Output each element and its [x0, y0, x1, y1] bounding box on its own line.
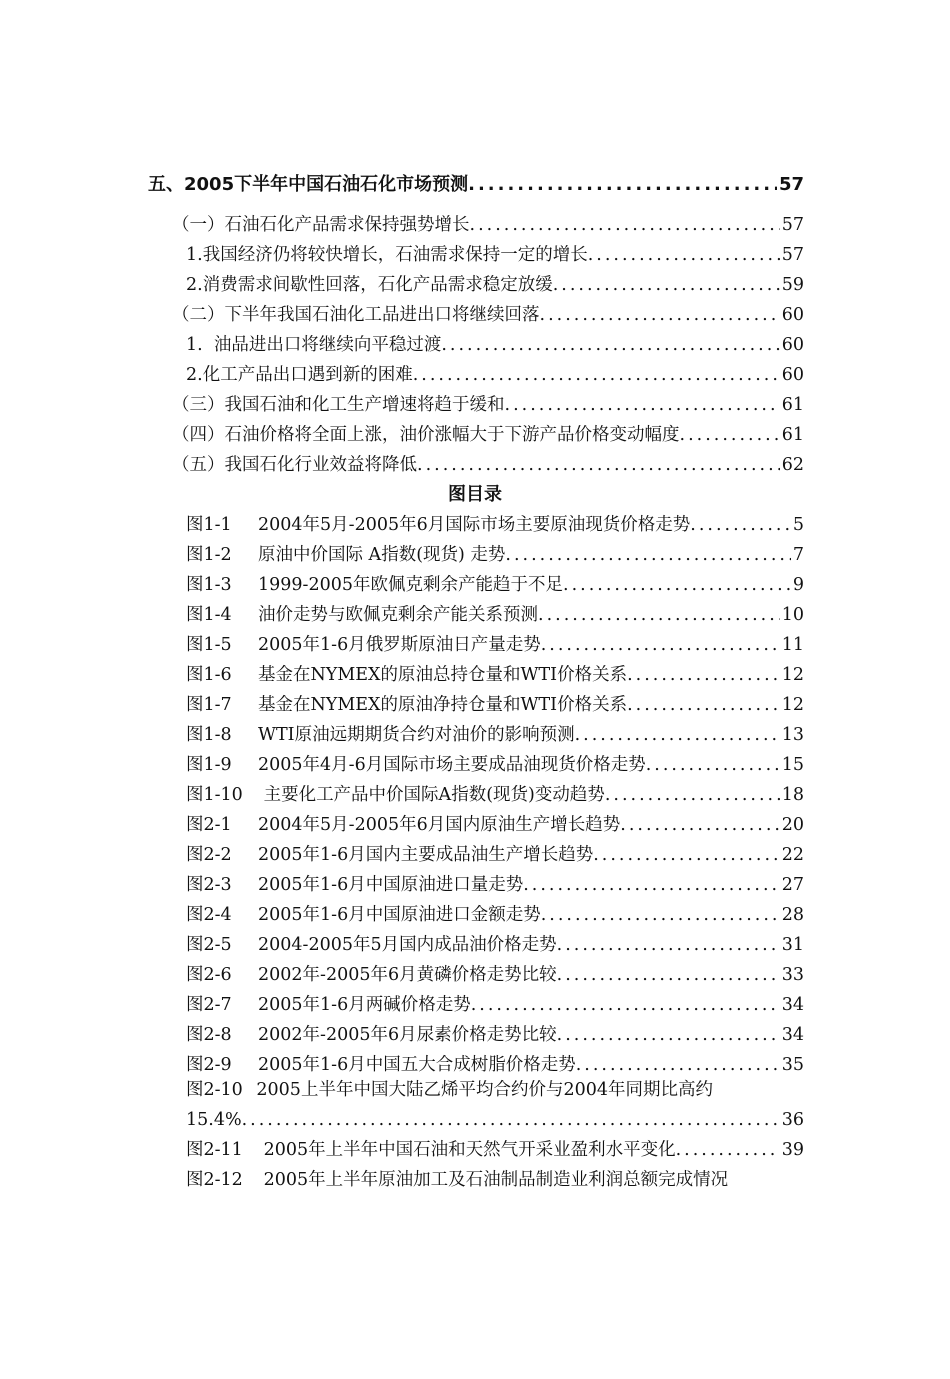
- leader-dots: [676, 1135, 780, 1165]
- figure-label: 图2-11: [186, 1140, 243, 1160]
- figure-entry[interactable]: [186, 510, 804, 540]
- figure-entry[interactable]: [186, 750, 804, 780]
- figure-entry[interactable]: [186, 690, 804, 720]
- figure-title: 2004-2005年5月国内成品油价格走势: [258, 935, 557, 955]
- leader-dots: [627, 660, 780, 690]
- figure-title: 2005年上半年原油加工及石油制品制造业利润总额完成情况: [258, 1170, 729, 1190]
- leader-dots: [523, 870, 780, 900]
- figure-page-number: 20: [781, 815, 804, 835]
- figure-title: 2005年1-6月国内主要成品油生产增长趋势: [258, 845, 594, 865]
- leader-dots: [646, 750, 780, 780]
- figure-title: 基金在NYMEX的原油总持仓量和WTI价格关系: [258, 665, 628, 685]
- figure-entry[interactable]: [186, 960, 804, 990]
- toc-entry-title: （五）我国石化行业效益将降低: [172, 455, 417, 475]
- toc-entry[interactable]: [186, 270, 804, 300]
- leader-dots: [471, 990, 780, 1020]
- figure-label: 图2-8: [186, 1025, 232, 1045]
- leader-dots: [557, 960, 780, 990]
- figure-page-number: 12: [781, 665, 804, 685]
- figure-title: 2005上半年中国大陆乙烯平均合约价与2004年同期比高约: [256, 1080, 713, 1100]
- figure-entry-2-12[interactable]: [186, 1165, 728, 1195]
- figure-title: 油价走势与欧佩克剩余产能关系预测: [258, 605, 538, 625]
- figure-title: 基金在NYMEX的原油净持仓量和WTI价格关系: [258, 695, 628, 715]
- figure-title: 1999-2005年欧佩克剩余产能趋于不足: [258, 575, 563, 595]
- figure-label: 图1-10: [186, 785, 243, 805]
- figure-page-number: 27: [781, 875, 804, 895]
- toc-entry-title: （四）石油价格将全面上涨，油价涨幅大于下游产品价格变动幅度: [172, 425, 680, 445]
- toc-entry-title: 2.消费需求间歇性回落，石化产品需求稳定放缓: [186, 275, 553, 295]
- toc-entry[interactable]: [172, 450, 804, 480]
- figure-label: 图1-6: [186, 665, 232, 685]
- figure-title: 2002年-2005年6月黄磷价格走势比较: [258, 965, 557, 985]
- leader-dots: [505, 540, 790, 570]
- figure-page-number: 13: [781, 725, 804, 745]
- toc-entry-title: 1.我国经济仍将较快增长，石油需求保持一定的增长: [186, 245, 588, 265]
- figure-entry-2-10[interactable]: [186, 1075, 713, 1105]
- figure-page-number: 12: [781, 695, 804, 715]
- toc-entry-title: 2.化工产品出口遇到新的困难: [186, 365, 413, 385]
- figure-page-number: 18: [781, 785, 804, 805]
- toc-page-number: 61: [781, 395, 804, 415]
- toc-entry-title: 1. 油品进出口将继续向平稳过渡: [186, 335, 442, 355]
- toc-page-number: 60: [781, 305, 804, 325]
- leader-dots: [541, 900, 780, 930]
- figure-entry-2-10-continued[interactable]: [186, 1105, 804, 1135]
- figure-entry[interactable]: [186, 900, 804, 930]
- toc-entry-title: （一）石油石化产品需求保持强势增长: [172, 215, 470, 235]
- figure-entry[interactable]: [186, 720, 804, 750]
- figure-title: 2005年1-6月中国原油进口量走势: [258, 875, 524, 895]
- figure-entry[interactable]: [186, 840, 804, 870]
- figure-label: 图2-6: [186, 965, 232, 985]
- figure-title: 2002年-2005年6月尿素价格走势比较: [258, 1025, 557, 1045]
- figure-label: 图1-8: [186, 725, 232, 745]
- figure-page-number: 35: [781, 1055, 804, 1075]
- figure-page-number: 28: [781, 905, 804, 925]
- leader-dots: [605, 780, 780, 810]
- figure-page-number: 15: [781, 755, 804, 775]
- toc-entry[interactable]: [186, 360, 804, 390]
- toc-entry[interactable]: [172, 390, 804, 420]
- figure-label: 图1-3: [186, 575, 232, 595]
- figure-page-number: 39: [781, 1140, 804, 1160]
- toc-entry[interactable]: [172, 420, 804, 450]
- leader-dots: [413, 360, 780, 390]
- toc-entry-title: （二）下半年我国石油化工品进出口将继续回落: [172, 305, 540, 325]
- figure-label: 图2-3: [186, 875, 232, 895]
- leader-dots: [538, 600, 780, 630]
- figure-entry[interactable]: [186, 540, 804, 570]
- figure-entry[interactable]: [186, 1020, 804, 1050]
- figure-title: 2005年1-6月中国原油进口金额走势: [258, 905, 541, 925]
- leader-dots: [557, 930, 780, 960]
- figure-page-number: 31: [781, 935, 804, 955]
- figure-page-number: 34: [781, 995, 804, 1015]
- figure-page-number: 7: [792, 545, 804, 565]
- leader-dots: [563, 570, 791, 600]
- figure-title: WTI原油远期期货合约对油价的影响预测: [258, 725, 575, 745]
- figure-title: 2004年5月-2005年6月国际市场主要原油现货价格走势: [258, 515, 691, 535]
- figure-page-number: 9: [792, 575, 804, 595]
- leader-dots: [242, 1105, 780, 1135]
- figure-page-number: 34: [781, 1025, 804, 1045]
- toc-entry[interactable]: [186, 240, 804, 270]
- leader-dots: [680, 420, 780, 450]
- toc-page-number: 59: [781, 275, 804, 295]
- figure-label: 图2-4: [186, 905, 232, 925]
- leader-dots: [553, 270, 780, 300]
- figure-title: 主要化工产品中价国际A指数(现货)变动趋势: [258, 785, 605, 805]
- figure-label: 图2-12: [186, 1170, 243, 1190]
- figure-label: 图2-7: [186, 995, 232, 1015]
- figure-entry[interactable]: [186, 780, 804, 810]
- toc-page-number: 60: [781, 365, 804, 385]
- figure-label: 图2-9: [186, 1055, 232, 1075]
- figure-list-heading: 图目录: [448, 484, 502, 505]
- figure-entry[interactable]: [186, 600, 804, 630]
- figure-title: 2005年1-6月俄罗斯原油日产量走势: [258, 635, 541, 655]
- leader-dots: [505, 390, 780, 420]
- leader-dots: [470, 210, 780, 240]
- figure-entry[interactable]: [186, 930, 804, 960]
- figure-page-number: 36: [781, 1110, 804, 1130]
- figure-label: 图2-5: [186, 935, 232, 955]
- figure-label: 图1-7: [186, 695, 232, 715]
- leader-dots: [593, 840, 780, 870]
- figure-entry-2-11[interactable]: [186, 1135, 804, 1165]
- leader-dots: [557, 1020, 780, 1050]
- figure-title: 2005年1-6月中国五大合成树脂价格走势: [258, 1055, 576, 1075]
- leader-dots: [627, 690, 780, 720]
- figure-title-continued: 15.4%: [186, 1110, 242, 1130]
- leader-dots: [690, 510, 791, 540]
- toc-page-number: 57: [781, 245, 804, 265]
- figure-label: 图1-1: [186, 515, 232, 535]
- figure-label: 图1-9: [186, 755, 232, 775]
- leader-dots: [468, 170, 777, 200]
- toc-page-number: 60: [781, 335, 804, 355]
- leader-dots: [441, 330, 779, 360]
- figure-title: 2005年4月-6月国际市场主要成品油现货价格走势: [258, 755, 646, 775]
- figure-label: 图1-4: [186, 605, 232, 625]
- figure-label: 图2-1: [186, 815, 232, 835]
- figure-entry[interactable]: [186, 570, 804, 600]
- figure-entry[interactable]: [186, 990, 804, 1020]
- figure-entry[interactable]: [186, 870, 804, 900]
- toc-page-number: 57: [778, 174, 804, 195]
- figure-page-number: 22: [781, 845, 804, 865]
- toc-section-5-title: 五、2005下半年中国石油石化市场预测: [148, 174, 469, 195]
- figure-title: 2004年5月-2005年6月国内原油生产增长趋势: [258, 815, 621, 835]
- figure-title: 2005年上半年中国石油和天然气开采业盈利水平变化: [258, 1140, 676, 1160]
- toc-section-5[interactable]: [148, 170, 804, 200]
- leader-dots: [575, 720, 780, 750]
- toc-page-number: 61: [781, 425, 804, 445]
- leader-dots: [620, 810, 779, 840]
- figure-page-number: 10: [781, 605, 804, 625]
- figure-label: 图2-10: [186, 1080, 243, 1100]
- figure-label: 图1-2: [186, 545, 232, 565]
- leader-dots: [588, 240, 780, 270]
- figure-entry[interactable]: [186, 660, 804, 690]
- toc-entry[interactable]: [172, 300, 804, 330]
- leader-dots: [541, 630, 780, 660]
- toc-page-number: 57: [781, 215, 804, 235]
- figure-title: 原油中价国际 A指数(现货) 走势: [258, 545, 506, 565]
- leader-dots: [417, 450, 780, 480]
- figure-title: 2005年1-6月两碱价格走势: [258, 995, 471, 1015]
- figure-page-number: 11: [781, 635, 804, 655]
- figure-label: 图2-2: [186, 845, 232, 865]
- toc-entry-title: （三）我国石油和化工生产增速将趋于缓和: [172, 395, 505, 415]
- figure-page-number: 33: [781, 965, 804, 985]
- toc-page-number: 62: [781, 455, 804, 475]
- figure-entry[interactable]: [186, 810, 804, 840]
- figure-page-number: 5: [792, 515, 804, 535]
- figure-label: 图1-5: [186, 635, 232, 655]
- figure-entry[interactable]: [186, 630, 804, 660]
- toc-entry[interactable]: [186, 330, 804, 360]
- toc-entry[interactable]: [172, 210, 804, 240]
- leader-dots: [540, 300, 780, 330]
